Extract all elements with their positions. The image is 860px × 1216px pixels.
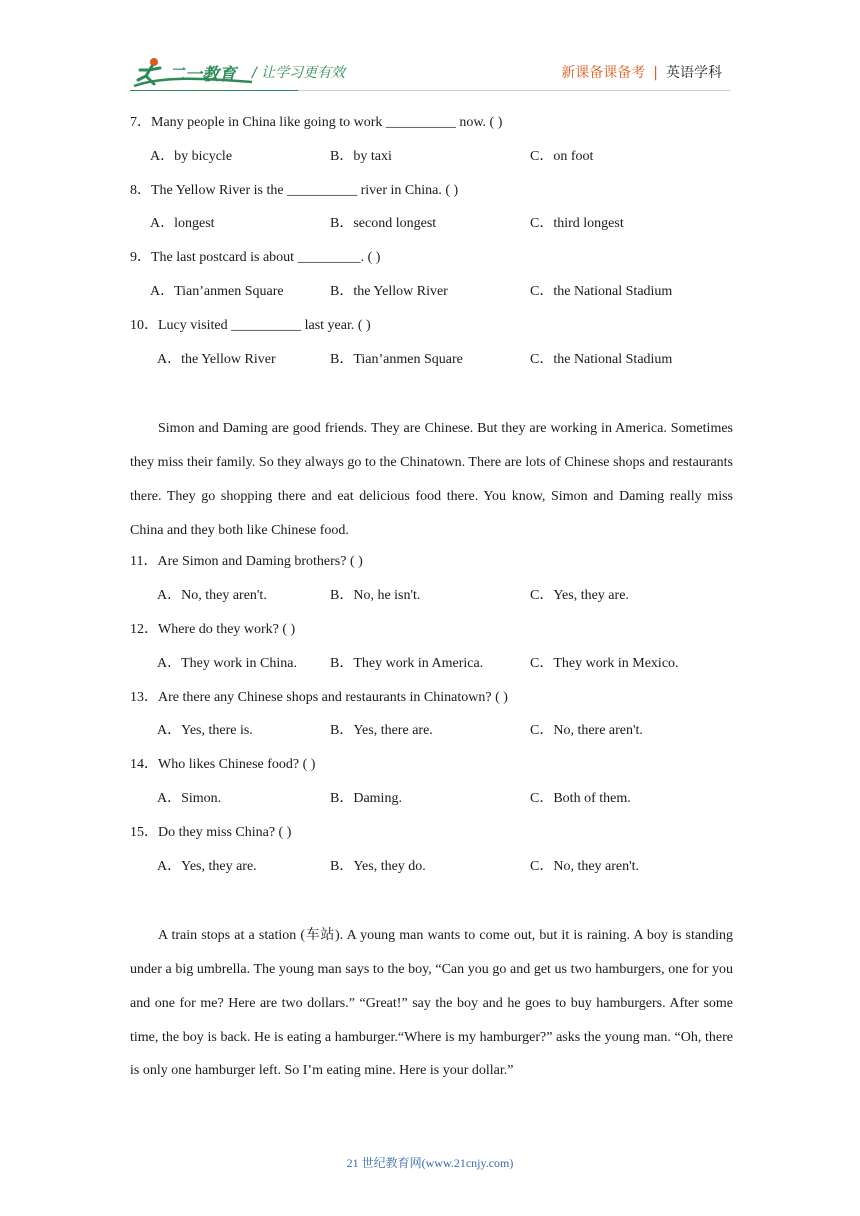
option-a: A．No, they aren't.: [157, 588, 267, 604]
document-body: [130, 108, 733, 1088]
option-c: C．Yes, they are.: [530, 588, 629, 604]
slogan: / 让学习更有效: [252, 65, 346, 81]
options-row: [130, 142, 733, 176]
option-c: C．the National Stadium: [530, 283, 673, 299]
options-row: [130, 852, 733, 886]
question-stem: 13．Are there any Chinese shops and restaurants in Chinatown? ( ): [130, 689, 508, 705]
spacer: [130, 378, 733, 412]
option-a: A．Yes, they are.: [157, 858, 257, 874]
option-c: C．No, they aren't.: [530, 858, 640, 874]
options-row: [130, 716, 733, 750]
header-rule: [130, 90, 730, 91]
option-b: B．the Yellow River: [330, 283, 448, 299]
header-divider: |: [653, 65, 658, 81]
question-stem: 10．Lucy visited __________ last year. ( ): [130, 317, 371, 333]
options-row: [130, 581, 733, 615]
option-c: C．No, there aren't.: [530, 723, 643, 739]
option-b: B．They work in America.: [330, 655, 484, 671]
page-header: [0, 0, 860, 100]
option-c: C．third longest: [530, 216, 624, 232]
question-stem: 11．Are Simon and Daming brothers? ( ): [130, 554, 363, 570]
options-row: [130, 209, 733, 243]
question-stem: 7．Many people in China like going to work __________ now. ( ): [130, 115, 503, 130]
spacer: [130, 885, 733, 919]
options-row: [130, 345, 733, 379]
option-c: C．the National Stadium: [530, 351, 673, 367]
svg-text:二一教育: 二一教育: [168, 65, 236, 85]
question-stem: 8．The Yellow River is the __________ river in China. ( ): [130, 182, 459, 198]
options-row: [130, 649, 733, 683]
question-stem: 14．Who likes Chinese food? ( ): [130, 757, 316, 773]
reading-passage-simon-daming: Simon and Daming are good friends. They are Chinese. But they are working in America. Sometimes they miss their family. So they always go to the Chinatown. There are lots of Chinese shops and restaurants there. They go shopping there and eat delicious food there. You know, Simon and Daming really miss China and they both like Chinese food.: [130, 421, 733, 538]
option-a: A．Tian’anmen Square: [150, 283, 284, 299]
question-block-2: [130, 547, 733, 885]
logo: [132, 56, 272, 92]
tagline: 新课备课备考: [561, 65, 646, 81]
question-stem: 9．The last postcard is about _________. ( ): [130, 250, 381, 266]
option-c: C．They work in Mexico.: [530, 655, 679, 671]
options-row: [130, 277, 733, 311]
option-b: B．Daming.: [330, 790, 402, 806]
reading-passage-train: A train stops at a station (车站). A young man wants to come out, but it is raining. A boy is standing under a big umbrella. The young man says to the boy, “Can you go and get us two hamburgers, one for you and one for me? Here are two dollars.” “Great!” say the boy and he goes to buy hamburgers. After some time, the boy is back. He is eating a hamburger.“Where is my hamburger?” asks the young man. “Oh, there is only one hamburger left. So I’m eating mine. Here is your dollar.”: [130, 928, 733, 1079]
question-stem: 12．Where do they work? ( ): [130, 621, 296, 637]
runner-logo-icon: [132, 56, 272, 92]
option-c: C．on foot: [530, 148, 594, 164]
question-stem: 15．Do they miss China? ( ): [130, 824, 292, 840]
option-b: B．Tian’anmen Square: [330, 351, 463, 367]
option-a: A．They work in China.: [157, 655, 297, 671]
option-a: A．Simon.: [157, 790, 222, 806]
option-a: A．by bicycle: [150, 148, 233, 164]
option-a: A．Yes, there is.: [157, 723, 253, 739]
option-c: C．Both of them.: [530, 790, 631, 806]
option-b: B．by taxi: [330, 148, 392, 164]
question-block-1: [130, 108, 733, 378]
subject-label: 英语学科: [666, 65, 722, 81]
options-row: [130, 784, 733, 818]
option-b: B．Yes, they do.: [330, 858, 426, 874]
page-footer: 21 世纪教育网(www.21cnjy.com): [346, 1156, 514, 1170]
option-b: B．Yes, there are.: [330, 723, 433, 739]
option-a: A．the Yellow River: [157, 351, 276, 367]
option-a: A．longest: [150, 216, 215, 232]
option-b: B．second longest: [330, 216, 437, 232]
option-b: B．No, he isn't.: [330, 588, 421, 604]
header-right: [561, 62, 722, 82]
